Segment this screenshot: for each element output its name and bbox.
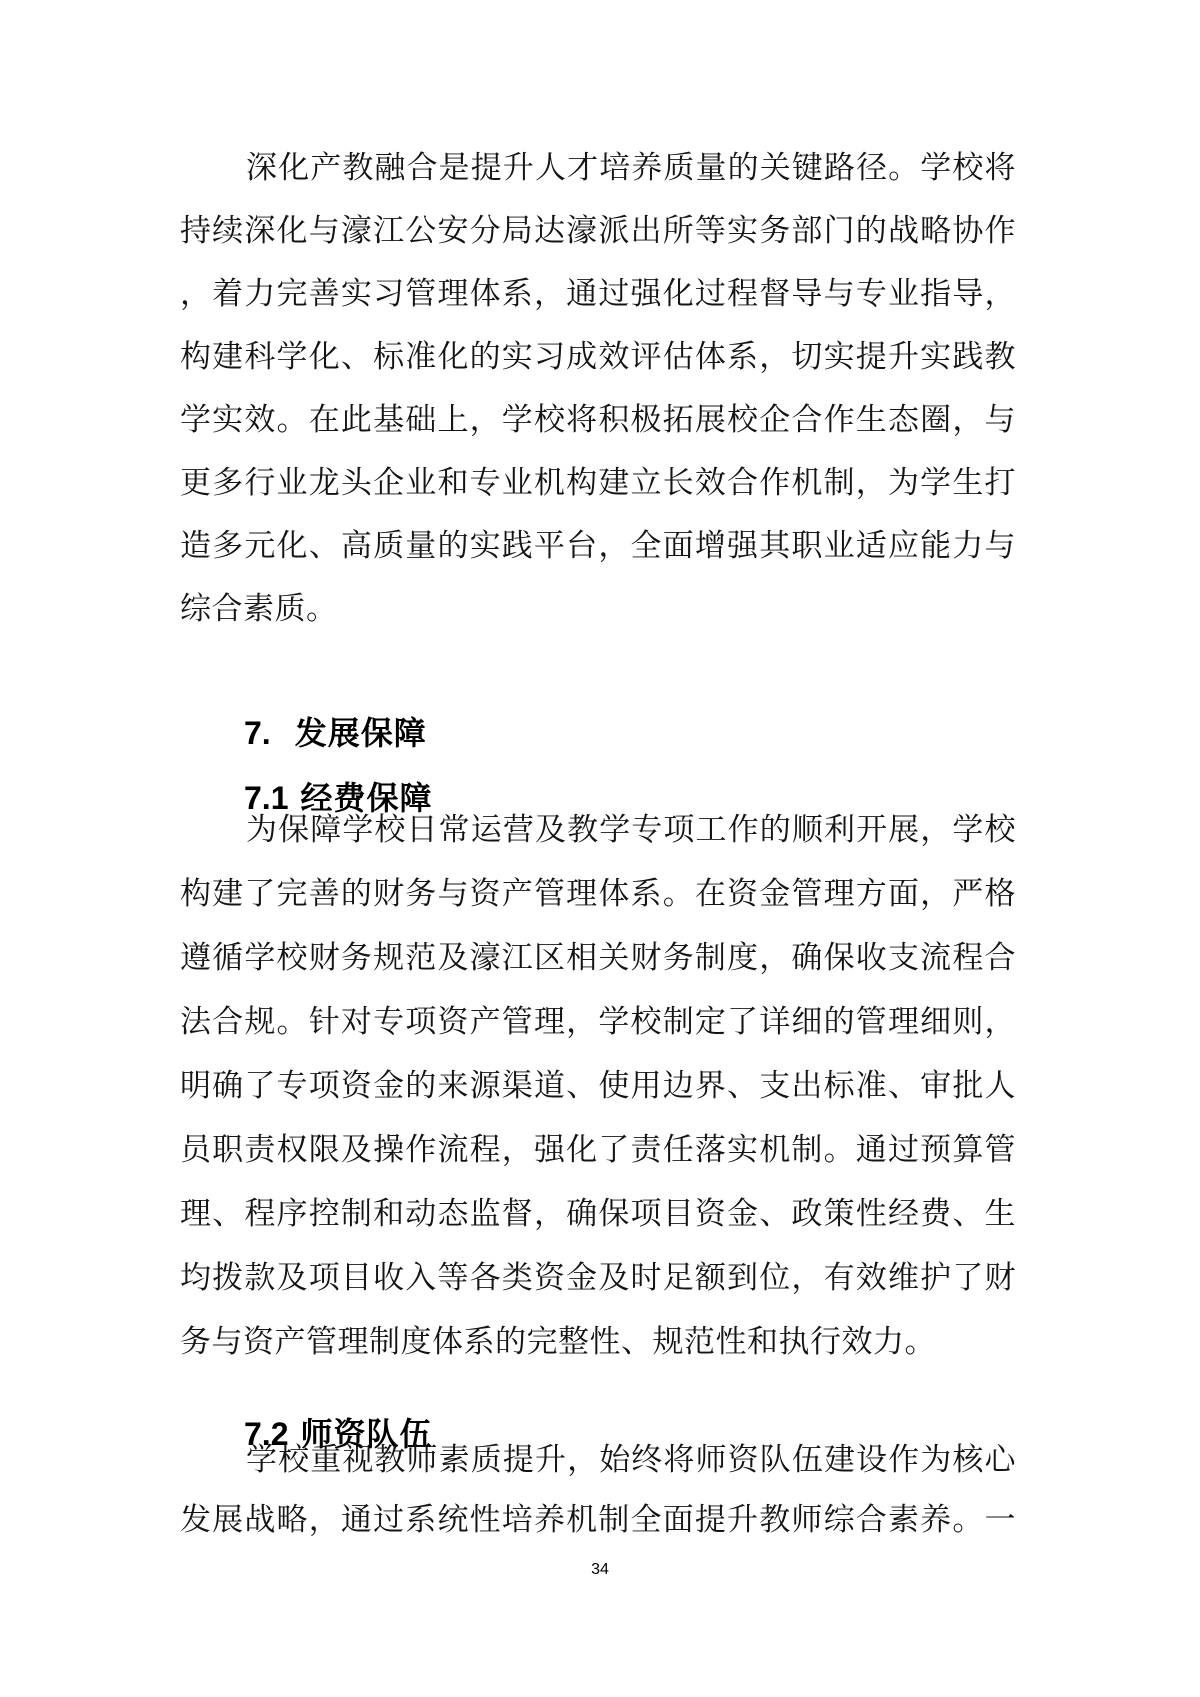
body-line: 学实效。在此基础上，学校将积极拓展校企合作生态圈，与 — [180, 402, 1016, 437]
section-number: 7. — [244, 714, 271, 751]
body-line: 持续深化与濠江公安分局达濠派出所等实务部门的战略协作 — [180, 213, 1016, 248]
body-line: 发展战略，通过系统性培养机制全面提升教师综合素养。一 — [180, 1502, 1016, 1537]
section-title: 发展保障 — [294, 714, 427, 751]
body-line: 理、程序控制和动态监督，确保项目资金、政策性经费、生 — [180, 1196, 1016, 1231]
page-number: 34 — [591, 1561, 609, 1578]
section-title: 经费保障 — [300, 780, 433, 816]
section-number: 7.1 — [244, 780, 289, 816]
body-line: ，着力完善实习管理体系，通过强化过程督导与专业指导， — [180, 276, 1016, 311]
body-line: 均拨款及项目收入等各类资金及时足额到位，有效维护了财 — [180, 1260, 1016, 1295]
body-line: 造多元化、高质量的实践平台，全面增强其职业适应能力与 — [180, 528, 1016, 563]
body-line: 学校重视教师素质提升，始终将师资队伍建设作为核心 — [246, 1442, 1016, 1477]
body-line: 为保障学校日常运营及教学专项工作的顺利开展，学校 — [246, 812, 1016, 847]
body-line: 构建了完善的财务与资产管理体系。在资金管理方面，严格 — [180, 876, 1016, 911]
body-line: 遵循学校财务规范及濠江区相关财务制度，确保收支流程合 — [180, 940, 1016, 975]
body-line: 务与资产管理制度体系的完整性、规范性和执行效力。 — [180, 1324, 936, 1359]
body-line: 深化产教融合是提升人才培养质量的关键路径。学校将 — [246, 150, 1016, 185]
body-line: 员职责权限及操作流程，强化了责任落实机制。通过预算管 — [180, 1132, 1016, 1167]
body-line: 更多行业龙头企业和专业机构建立长效合作机制，为学生打 — [180, 465, 1016, 500]
body-line: 综合素质。 — [180, 591, 338, 626]
body-line: 构建科学化、标准化的实习成效评估体系，切实提升实践教 — [180, 339, 1016, 374]
body-line: 法合规。针对专项资产管理，学校制定了详细的管理细则， — [180, 1004, 1016, 1039]
section-heading-7 — [244, 713, 427, 753]
section-title: 师资队伍 — [300, 1416, 433, 1452]
body-line: 明确了专项资金的来源渠道、使用边界、支出标准、审批人 — [180, 1068, 1016, 1103]
section-number: 7.2 — [244, 1416, 289, 1452]
